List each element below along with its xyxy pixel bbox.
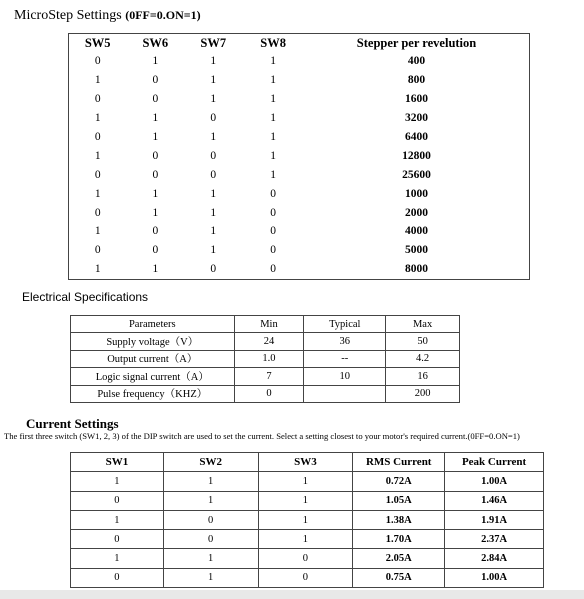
current-cell: 1 [258, 510, 353, 529]
microstep-cell: 1 [270, 168, 276, 181]
microstep-cell: 1 [152, 112, 159, 125]
current-header-cell: RMS Current [353, 453, 445, 472]
microstep-cell: 1 [210, 93, 217, 106]
microstep-header-cell: SW7 [200, 35, 227, 50]
current-cell: 2.37A [445, 530, 544, 549]
current-cell: 1.00A [445, 472, 544, 491]
microstep-cell: 0 [94, 206, 101, 219]
microstep-row [69, 222, 530, 241]
microstep-cell: 1 [152, 187, 159, 200]
electrical-cell: 1.0 [234, 350, 304, 367]
microstep-cell: 1 [94, 149, 101, 162]
current-header-cell: SW1 [71, 453, 164, 472]
microstep-row [69, 109, 530, 128]
microstep-cell: 12800 [402, 149, 431, 162]
current-cell: 2.05A [353, 549, 445, 568]
microstep-cell: 1 [270, 93, 276, 106]
electrical-header-cell: Min [234, 316, 304, 333]
microstep-cell: 6400 [405, 131, 429, 143]
current-header-cell: Peak Current [445, 453, 544, 472]
electrical-cell: 4.2 [386, 350, 460, 367]
microstep-cell: 1 [94, 187, 101, 200]
electrical-header-cell: Parameters [71, 316, 235, 333]
current-row [71, 530, 544, 549]
electrical-cell: Pulse frequency（KHZ） [71, 385, 235, 402]
microstep-cell: 0 [152, 225, 159, 238]
electrical-header-row [71, 316, 460, 333]
microstep-cell: 1 [210, 131, 217, 143]
microstep-cell: 3200 [405, 112, 429, 125]
microstep-cell: 0 [94, 131, 101, 143]
current-cell: 2.84A [445, 549, 544, 568]
microstep-cell: 1 [94, 74, 101, 87]
microstep-cell: 1 [94, 225, 101, 238]
current-cell: 1 [163, 491, 258, 510]
microstep-cell: 0 [210, 112, 217, 125]
current-cell: 1 [258, 491, 353, 510]
microstep-cell: 1 [210, 225, 217, 238]
microstep-cell: 2000 [405, 206, 429, 219]
current-cell: 1.46A [445, 491, 544, 510]
current-row [71, 510, 544, 529]
electrical-cell: -- [304, 350, 386, 367]
microstep-row [69, 260, 530, 279]
current-cell: 0 [71, 491, 164, 510]
microstep-cell: 0 [270, 244, 276, 257]
current-cell: 1 [71, 510, 164, 529]
microstep-cell: 1 [270, 55, 276, 68]
microstep-cell: 0 [94, 55, 101, 68]
microstep-subtitle: (0FF=0.ON=1) [125, 8, 201, 22]
current-cell: 0 [71, 530, 164, 549]
microstep-cell: 1 [210, 55, 217, 68]
microstep-cell: 0 [94, 168, 101, 181]
microstep-cell: 1 [270, 74, 276, 87]
current-header-cell: SW2 [163, 453, 258, 472]
microstep-cell: 5000 [405, 244, 429, 257]
microstep-cell: 1 [270, 149, 276, 162]
microstep-row [69, 90, 530, 109]
electrical-table [70, 315, 460, 403]
current-cell: 1 [163, 568, 258, 587]
current-row [71, 472, 544, 491]
microstep-cell: 0 [270, 263, 276, 276]
microstep-cell: 1 [210, 187, 217, 200]
electrical-row [71, 350, 460, 367]
microstep-row [69, 241, 530, 260]
electrical-cell: 200 [386, 385, 460, 402]
microstep-cell: 1600 [405, 93, 429, 106]
microstep-cell: 0 [152, 74, 159, 87]
current-cell: 1 [258, 472, 353, 491]
microstep-header-cell: Stepper per revelution [356, 35, 477, 50]
current-cell: 0 [163, 530, 258, 549]
electrical-cell: Logic signal current（A） [71, 368, 235, 385]
microstep-cell: 0 [94, 244, 101, 257]
electrical-cell: 10 [304, 368, 386, 385]
microstep-cell: 1 [94, 112, 101, 125]
microstep-cell: 25600 [402, 168, 431, 181]
current-cell: 0 [71, 568, 164, 587]
current-cell: 1 [71, 549, 164, 568]
electrical-cell [304, 385, 386, 402]
microstep-cell: 0 [270, 225, 276, 238]
microstep-row [69, 203, 530, 222]
current-row [71, 568, 544, 587]
microstep-cell: 1 [210, 206, 217, 219]
microstep-cell: 1 [270, 131, 276, 143]
current-cell: 0 [258, 568, 353, 587]
microstep-cell: 0 [270, 187, 276, 200]
microstep-cell: 1 [94, 263, 101, 276]
microstep-header-cell: SW6 [142, 35, 169, 50]
current-cell: 0 [163, 510, 258, 529]
electrical-cell: 36 [304, 333, 386, 350]
microstep-row [69, 184, 530, 203]
microstep-cell: 1000 [405, 187, 429, 200]
microstep-cell: 1 [152, 131, 159, 143]
current-cell: 0 [258, 549, 353, 568]
current-cell: 1 [163, 472, 258, 491]
current-title: Current Settings [26, 416, 119, 431]
microstep-cell: 0 [210, 168, 217, 181]
current-cell: 1 [163, 549, 258, 568]
microstep-row [69, 71, 530, 90]
current-description: The first three switch (SW1, 2, 3) of the DIP switch are used to set the current. Select a setting closest to your motor's required current.(0FF=0.ON=1) [4, 431, 520, 441]
microstep-title [14, 8, 201, 24]
electrical-header-cell: Max [386, 316, 460, 333]
microstep-cell: 0 [94, 93, 101, 106]
microstep-row [69, 52, 530, 71]
electrical-header-cell: Typical [304, 316, 386, 333]
electrical-cell: Output current（A） [71, 350, 235, 367]
microstep-row [69, 165, 530, 184]
microstep-cell: 0 [210, 149, 217, 162]
current-cell: 1.38A [353, 510, 445, 529]
current-cell: 1.05A [353, 491, 445, 510]
footer-band [0, 590, 584, 599]
electrical-title: Electrical Specifications [22, 290, 149, 304]
microstep-cell: 0 [152, 93, 159, 106]
microstep-header-row [69, 34, 530, 53]
current-header-row [71, 453, 544, 472]
microstep-cell: 0 [152, 244, 159, 257]
microstep-cell: 8000 [405, 263, 429, 276]
current-header-cell: SW3 [258, 453, 353, 472]
microstep-title-text: MicroStep Settings [14, 8, 122, 23]
current-cell: 1.91A [445, 510, 544, 529]
current-table [70, 452, 544, 588]
electrical-cell: 7 [234, 368, 304, 385]
microstep-row [69, 146, 530, 165]
current-row [71, 549, 544, 568]
microstep-cell: 1 [152, 263, 159, 276]
current-cell: 1.70A [353, 530, 445, 549]
microstep-cell: 0 [270, 206, 276, 219]
microstep-cell: 1 [152, 206, 159, 219]
microstep-cell: 0 [210, 263, 217, 276]
current-cell: 0.72A [353, 472, 445, 491]
microstep-header-cell: SW8 [260, 35, 286, 50]
electrical-cell: 24 [234, 333, 304, 350]
electrical-row [71, 333, 460, 350]
microstep-cell: 1 [152, 55, 159, 68]
current-row [71, 491, 544, 510]
microstep-cell: 400 [407, 55, 426, 68]
current-cell: 1 [258, 530, 353, 549]
microstep-cell: 4000 [405, 225, 429, 238]
electrical-cell: Supply voltage（V） [71, 333, 235, 350]
microstep-cell: 0 [152, 149, 159, 162]
electrical-cell: 0 [234, 385, 304, 402]
electrical-cell: 16 [386, 368, 460, 385]
microstep-header-cell: SW5 [84, 35, 111, 50]
microstep-cell: 1 [210, 74, 217, 87]
electrical-cell: 50 [386, 333, 460, 350]
microstep-cell: 800 [407, 74, 426, 87]
microstep-row [69, 128, 530, 147]
electrical-row [71, 368, 460, 385]
microstep-cell: 0 [152, 168, 159, 181]
microstep-cell: 1 [270, 112, 276, 125]
microstep-table [68, 33, 530, 280]
current-cell: 0.75A [353, 568, 445, 587]
microstep-cell: 1 [210, 244, 217, 257]
electrical-row [71, 385, 460, 402]
current-cell: 1 [71, 472, 164, 491]
current-cell: 1.00A [445, 568, 544, 587]
